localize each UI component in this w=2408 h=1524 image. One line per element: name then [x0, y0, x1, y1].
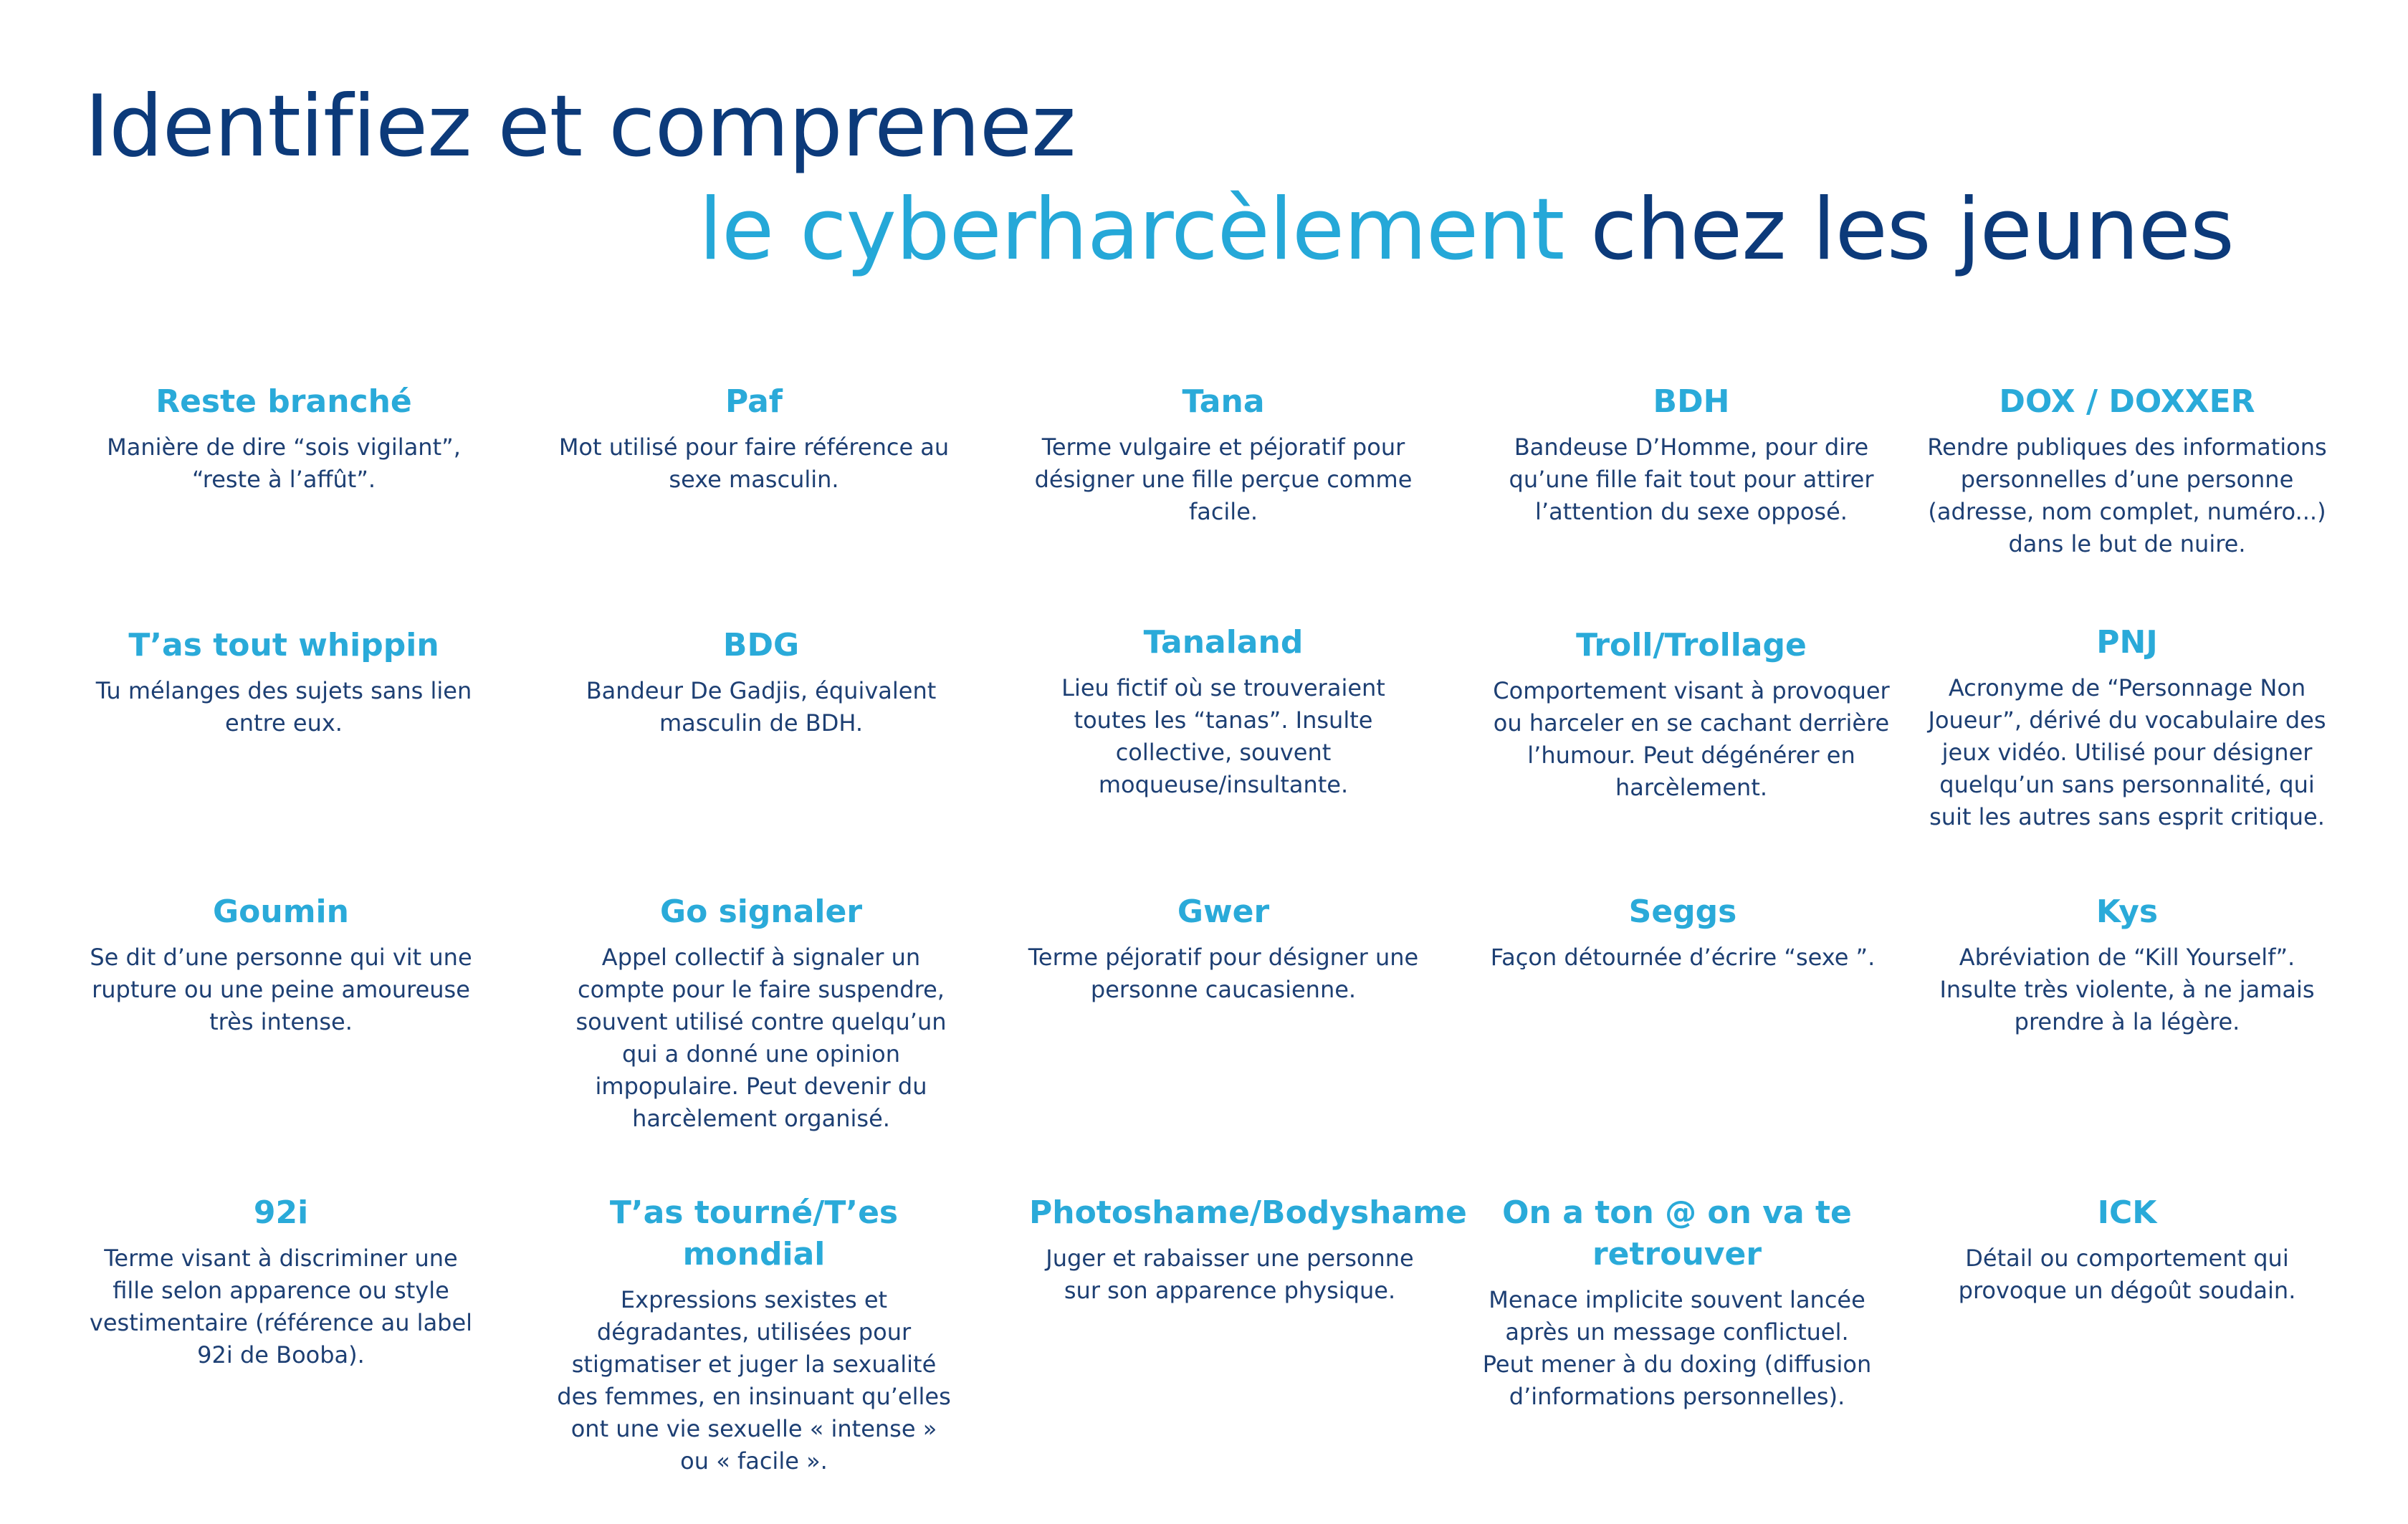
term-definition: Comportement visant à provoquer ou harceler en se cachant derrière l’humour. Peut dégénérer en harcèlement.: [1493, 677, 1890, 801]
term-definition: Rendre publiques des informations personnelles d’une personne (adresse, nom complet, numéro...) dans le but de nuire.: [1927, 433, 2327, 557]
term-heading: Paf: [725, 383, 783, 420]
term-definition: Bandeur De Gadjis, équivalent masculin de BDH.: [586, 677, 937, 737]
term-card-on-a-ton: [1476, 1192, 1878, 1413]
term-heading: Photoshame/Bodyshame: [1029, 1194, 1467, 1231]
title-accent: le cyberharcèlement: [699, 181, 1564, 279]
term-card-photoshame: [1029, 1192, 1467, 1307]
term-heading: Troll/Trollage: [1576, 627, 1807, 663]
page-title-line1: Identifiez et comprenez: [85, 77, 1076, 176]
term-heading: T’as tourné/T’es mondial: [609, 1194, 899, 1273]
term-definition: Juger et rabaisser une personne sur son apparence physique.: [1046, 1245, 1414, 1304]
term-heading: DOX / DOXXER: [1999, 383, 2255, 420]
title-rest: chez les jeunes: [1590, 181, 2234, 279]
term-heading: Tana: [1182, 383, 1265, 420]
page-title-line2: [699, 179, 2234, 282]
term-heading: Go signaler: [659, 893, 863, 930]
term-card-tanaland: [1023, 622, 1424, 801]
term-card-ick: [1926, 1192, 2328, 1307]
term-definition: Détail ou comportement qui provoque un dégoût soudain.: [1958, 1245, 2296, 1304]
term-card-tas-tout-whippin: [83, 625, 484, 739]
term-definition: Terme péjoratif pour désigner une personne caucasienne.: [1028, 944, 1419, 1003]
term-heading: Reste branché: [156, 383, 412, 420]
term-definition: Appel collectif à signaler un compte pour le faire suspendre, souvent utilisé contre quelqu’un qui a donné une opinion impopulaire. Peut devenir du harcèlement organisé.: [575, 944, 947, 1132]
term-card-kys: [1926, 891, 2328, 1038]
term-definition: Menace implicite souvent lancée après un message conflictuel. Peut mener à du doxing (diffusion d’informations personnelles).: [1482, 1286, 1872, 1410]
term-definition: Mot utilisé pour faire référence au sexe masculin.: [558, 433, 950, 493]
term-definition: Terme vulgaire et péjoratif pour désigner une fille perçue comme facile.: [1034, 433, 1413, 525]
term-definition: Manière de dire “sois vigilant”, “reste à l’affût”.: [107, 433, 461, 493]
term-definition: Expressions sexistes et dégradantes, utilisées pour stigmatiser et juger la sexualité des femmes, en insinuant qu’elles ont une vie sexuelle « intense » ou « facile ».: [557, 1286, 951, 1475]
term-definition: Se dit d’une personne qui vit une rupture ou une peine amoureuse très intense.: [90, 944, 472, 1035]
term-card-seggs: [1482, 891, 1883, 974]
term-heading: On a ton @ on va te retrouver: [1502, 1194, 1852, 1273]
term-card-reste-branche: [83, 381, 484, 496]
term-heading: BDG: [722, 627, 800, 663]
term-definition: Bandeuse D’Homme, pour dire qu’une fille fait tout pour attirer l’attention du sexe opposé.: [1509, 433, 1874, 525]
term-heading: Seggs: [1628, 893, 1737, 930]
term-heading: ICK: [2097, 1194, 2157, 1231]
term-card-bdg: [560, 625, 962, 739]
term-card-go-signaler: [560, 891, 962, 1135]
term-heading: Goumin: [213, 893, 349, 930]
term-heading: BDH: [1653, 383, 1730, 420]
term-heading: 92i: [253, 1194, 309, 1231]
term-definition: Tu mélanges des sujets sans lien entre eux.: [95, 677, 472, 737]
term-card-tana: [1023, 381, 1424, 528]
term-heading: Kys: [2096, 893, 2159, 930]
term-card-dox: [1926, 381, 2328, 560]
term-card-pnj: [1926, 622, 2328, 833]
term-heading: T’as tout whippin: [128, 627, 439, 663]
term-card-gwer: [1023, 891, 1424, 1006]
term-heading: Gwer: [1177, 893, 1270, 930]
term-card-troll: [1491, 625, 1892, 804]
term-card-bdh: [1491, 381, 1892, 528]
term-definition: Abréviation de “Kill Yourself”. Insulte très violente, à ne jamais prendre à la légère.: [1939, 944, 2315, 1035]
term-heading: PNJ: [2096, 624, 2158, 661]
term-card-92i: [80, 1192, 482, 1371]
term-heading: Tanaland: [1143, 624, 1304, 661]
term-definition: Acronyme de “Personnage Non Joueur”, dérivé du vocabulaire des jeux vidéo. Utilisé pour désigner quelqu’un sans personnalité, qui suit les autres sans esprit critique.: [1928, 674, 2326, 830]
term-definition: Lieu fictif où se trouveraient toutes les “tanas”. Insulte collective, souvent moqueuse/insultante.: [1061, 674, 1385, 798]
term-card-tas-tourne: [553, 1192, 955, 1477]
term-definition: Terme visant à discriminer une fille selon apparence ou style vestimentaire (référence au label 92i de Booba).: [89, 1245, 473, 1369]
term-definition: Façon détournée d’écrire “sexe ”.: [1490, 944, 1876, 971]
term-card-goumin: [80, 891, 482, 1038]
term-card-paf: [553, 381, 955, 496]
